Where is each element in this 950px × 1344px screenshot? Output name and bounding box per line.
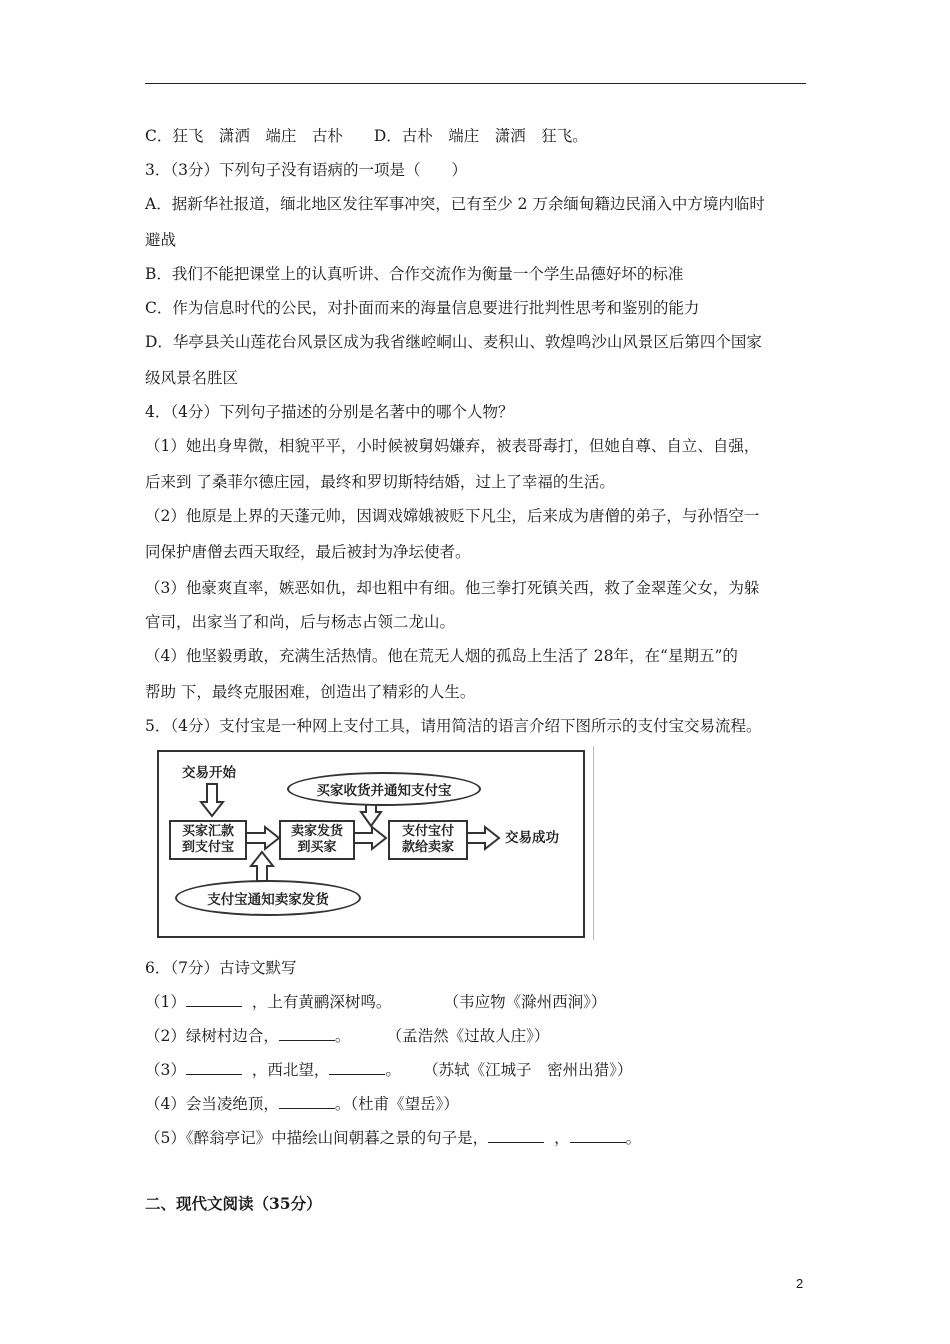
flow-buyer-notify-label: 买家收货并通知支付宝 [316,783,452,799]
section-2-heading: 二、现代文阅读（35分） [145,1194,322,1213]
flow-alipay-pay-line2: 款给卖家 [401,840,454,855]
answer-blank[interactable] [488,1128,544,1143]
header-rule [145,83,806,84]
arrow-up-ship [251,852,273,881]
answer-blank[interactable] [329,1060,385,1075]
q6-item-2 [145,1026,549,1046]
q6-item-3 [145,1060,632,1080]
q6-3-end: 。 [385,1061,401,1079]
q3-stem: 3．（3分）下列句子没有语病的一项是（ ） [145,161,467,179]
page-number: 2 [796,1276,804,1291]
q4-item-2-cont: 同保护唐僧去西天取经，最后被封为净坛使者。 [145,543,471,561]
flow-alipay-pay [388,820,468,860]
answer-blank[interactable] [279,1026,335,1041]
q4-item-1: （1）她出身卑微，相貌平平，小时候被舅妈嫌弃，被表哥毒打，但她自尊、自立、自强， [145,437,760,455]
flow-buyer-pay [169,820,247,860]
answer-blank[interactable] [570,1128,626,1143]
q3-option-a: A．据新华社报道，缅北地区发往军事冲突，已有至少 2 万余缅甸籍边民涌入中方境内临时 [145,195,765,213]
q6-5-sep: ， [554,1129,570,1147]
q4-item-4: （4）他坚毅勇敢，充满生活热情。他在荒无人烟的孤岛上生活了 28年，在“星期五”的 [145,647,738,665]
q6-1-prefix: （1） [145,993,186,1011]
q4-stem: 4．（4分）下列句子描述的分别是名著中的哪个人物？ [145,403,514,421]
q6-4-source: 。（杜甫《望岳》） [334,1095,459,1113]
q3-option-d-cont: 级风景名胜区 [145,369,239,387]
flow-success: 交易成功 [505,830,559,846]
q4-item-1-cont: 后来到 了桑菲尔德庄园，最终和罗切斯特结婚，过上了幸福的生活。 [145,473,615,491]
flow-buyer-pay-line2: 到支付宝 [181,840,234,855]
answer-blank[interactable] [186,1060,242,1075]
q6-5-end: 。 [625,1129,642,1147]
q6-3-text: ，西北望， [251,1061,330,1079]
arrow-right-2 [353,827,386,849]
answer-blank[interactable] [279,1094,335,1109]
flow-alipay-notify [175,880,361,916]
flow-seller-ship-line1: 卖家发货 [290,824,343,839]
flow-buyer-notify [287,772,481,806]
q4-item-4-cont: 帮助 下，最终克服困难，创造出了精彩的人生。 [145,683,476,701]
q3-option-d: D．华亭县关山莲花台风景区成为我省继崆峒山、麦积山、敦煌鸣沙山风景区后第四个国家 [145,333,762,351]
flow-alipay-notify-label: 支付宝通知卖家发货 [207,892,329,908]
q6-2-source: （孟浩然《过故人庄》） [394,1027,550,1045]
q6-stem: 6．（7分）古诗文默写 [145,959,297,977]
flow-alipay-pay-line1: 支付宝付 [401,824,454,839]
flow-buyer-pay-line1: 买家汇款 [181,824,234,839]
q2-option-cd: C．狂飞 潇洒 端庄 古朴 D．古朴 端庄 潇洒 狂飞。 [145,127,588,145]
q3-option-b: B．我们不能把课堂上的认真听讲、合作交流作为衡量一个学生品德好坏的标准 [145,265,684,283]
q6-3-source: （苏轼《江城子 密州出猎》） [430,1061,633,1079]
q4-item-3-cont: 官司，出家当了和尚，后与杨志占领二龙山。 [145,613,456,631]
q6-3-prefix: （3） [145,1061,186,1079]
q6-1-source: （韦应物《滁州西涧》） [451,993,607,1011]
q4-item-2: （2）他原是上界的天蓬元帅，因调戏嫦娥被贬下凡尘，后来成为唐僧的弟子，与孙悟空一 [145,507,760,525]
q6-2-text: （2）绿树村边合， [145,1027,279,1045]
q6-4-text: （4）会当凌绝顶， [145,1095,279,1113]
q6-1-text: ，上有黄鹂深树鸣。 [251,993,392,1011]
alipay-flowchart [147,746,595,940]
arrow-right-3 [467,827,499,849]
flow-seller-ship-line2: 到买家 [297,840,337,855]
q6-item-1 [145,992,606,1012]
q6-2-end: 。 [334,1027,351,1045]
arrow-down-start [201,784,223,816]
q3-option-c: C．作为信息时代的公民，对扑面而来的海量信息要进行批判性思考和鉴别的能力 [145,299,700,317]
q6-item-5 [145,1128,641,1148]
answer-blank[interactable] [186,992,242,1007]
flow-seller-ship [279,820,355,860]
flow-start: 交易开始 [182,765,236,781]
q4-item-3: （3）他豪爽直率，嫉恶如仇，却也粗中有细。他三拳打死镇关西，救了金翠莲父女，为躲 [145,579,760,597]
q6-item-4 [145,1094,459,1114]
q6-5-text: （5）《醉翁亭记》中描绘山间朝暮之景的句子是， [145,1129,489,1147]
arrow-right-1 [245,827,279,849]
q5-stem: 5．（4分）支付宝是一种网上支付工具，请用简洁的语言介绍下图所示的支付宝交易流程。 [145,717,762,735]
q3-option-a-cont: 避战 [145,231,177,249]
